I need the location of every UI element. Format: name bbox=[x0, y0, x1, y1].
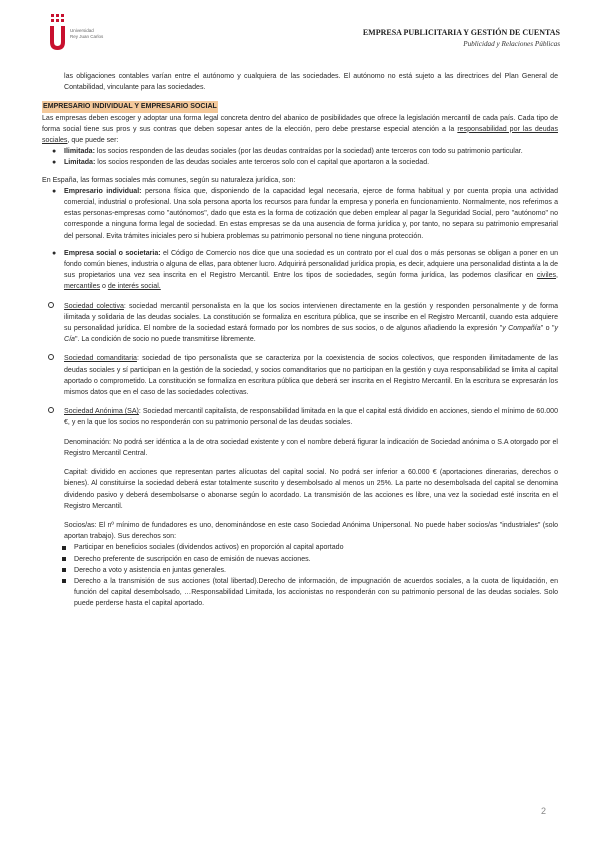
ilimitada-text: los socios responden de las deudas sociales (por las deudas contraídas por la sociedad) ante terceros con todo su patrimonio particular. bbox=[94, 148, 523, 156]
colectiva-text-2: " o " bbox=[540, 325, 555, 333]
list-item-anonima bbox=[42, 406, 558, 428]
list-item-limitada bbox=[42, 157, 558, 168]
paragraph-forms bbox=[42, 113, 558, 147]
section-title: EMPRESARIO INDIVIDUAL Y EMPRESARIO SOCIAL bbox=[42, 101, 218, 112]
square-bullet-icon bbox=[62, 546, 66, 550]
right-item bbox=[42, 565, 558, 576]
paragraph-forms-text: Las empresas deben escoger y adoptar una forma legal concreta dentro del abanico de posibilidades que ofrece la legislación mercantil de cada país. Cada tipo de forma social tiene sus pros y sus contras que deben sopesar antes de la elección, pero debe prestarse especial atención a la bbox=[42, 114, 558, 133]
page-header bbox=[40, 10, 560, 60]
colectiva-text-3: ". La condición de socio no puede transmitirse libremente. bbox=[74, 336, 256, 344]
right-item bbox=[42, 542, 558, 553]
intro-paragraph: las obligaciones contables varían entre el autónomo y cualquiera de las sociedades. El autónomo no está sujeto a las directrices del Plan General de Contabilidad, vinculante para las sociedades. bbox=[64, 73, 558, 92]
social-label: Empresa social o societaria: bbox=[64, 249, 161, 257]
circle-bullet-icon bbox=[48, 302, 54, 308]
comma-sep: , bbox=[556, 272, 558, 280]
bullet-icon: ● bbox=[52, 148, 57, 156]
bullet-icon: ● bbox=[52, 249, 57, 257]
right-text: Derecho preferente de suscripción en caso de emisión de nuevas acciones. bbox=[74, 555, 311, 563]
square-bullet-icon bbox=[62, 579, 66, 583]
right-text: Derecho a voto y asistencia en juntas generales. bbox=[74, 566, 226, 574]
list-item-colectiva bbox=[42, 301, 558, 346]
individual-text: persona física que, disponiendo de la capacidad legal necesaria, ejerce de forma habitual y por cuenta propia una actividad comercial, industrial o profesional. Una sola persona aporta los recursos para fundar la empresa y ponerla en funcionamiento. Normalmente, nos referimos a estas personas-empresas como "autónomos", dado que esta es la forma de cotización que deben emplear al pagar la Seguridad Social, pero "autónomo" no corresponde a ninguna forma legal de sociedad. En estas empresas se da una ausencia de forma jurídica y, por tanto, no separa su patrimonio empresarial del personal. Evita trámites iniciales pero si hubiera problemas su patrimonio personal no tiene ninguna protección. bbox=[64, 187, 558, 240]
anonima-text: : Sociedad mercantil capitalista, de responsabilidad limitada en la que el capital está dividido en acciones, siendo el mínimo de 60.000 €, y en la que los socios no responderán con su patrimonio personal de las deudas sociales. bbox=[64, 408, 558, 427]
right-text: Participar en beneficios sociales (dividendos activos) en proporción al capital aportado bbox=[74, 544, 344, 552]
circle-bullet-icon bbox=[48, 407, 54, 413]
limitada-text: los socios responden de las deudas sociales ante terceros solo con el capital que aportaron a la sociedad. bbox=[95, 159, 430, 167]
socios-paragraph: Socios/as: El nº mínimo de fundadores es uno, denominándose en este caso Sociedad Anónima Unipersonal. No puede haber socios/as "industriales" (solo aportan trabajo). Sus derechos son: bbox=[64, 521, 558, 541]
page-content bbox=[42, 71, 558, 610]
right-text: Derecho a la transmisión de sus acciones (total libertad).Derecho de información, de impugnación de acuerdos sociales, a la cuota de liquidación, en función del capital desembolsado, …Responsabilidad Limitada, los accionistas no responderán con su patrimonio personal de las deudas sociales. Solo puede perderse hasta el capital aportado. bbox=[74, 577, 558, 608]
comanditaria-label: Sociedad comanditaria bbox=[64, 355, 137, 363]
individual-label: Empresario individual: bbox=[64, 187, 142, 195]
ilimitada-label: Ilimitada: bbox=[64, 148, 95, 156]
square-bullet-icon bbox=[62, 568, 66, 572]
list-item-individual bbox=[42, 186, 558, 242]
logo-line-2: Rey Juan Carlos bbox=[70, 34, 104, 39]
responsibility-term: responsabilidad por las deudas sociales bbox=[42, 125, 558, 145]
or-sep: o bbox=[100, 283, 108, 291]
interes-social-term: de interés social. bbox=[107, 283, 161, 291]
paragraph-spain: En España, las formas sociales más comunes, según su naturaleza jurídica, son: bbox=[42, 176, 296, 184]
logo-mark-icon bbox=[48, 14, 68, 54]
civiles-term: civiles bbox=[536, 272, 557, 280]
header-subtitle: Publicidad y Relaciones Públicas bbox=[463, 40, 560, 48]
capital-paragraph: Capital: dividido en acciones que representan partes alícuotas del capital social. No podrá ser inferior a 60.000 € (aportaciones dinerarias, derechos o bienes). Al constituirse la sociedad deberá estar totalmente suscrito y desembolsado al menos un 25%. La parte no desembolsada del capital se denomina dividendo pasivo y deberá desembolsarse o abonarse según lo acordado. La transmisión de las acciones es libre, una vez la sociedad esté inscrita en el Registro Mercantil. bbox=[64, 469, 558, 510]
bullet-icon: ● bbox=[52, 187, 57, 195]
paragraph-forms-end: , que puede ser: bbox=[67, 137, 119, 145]
list-item-social bbox=[42, 248, 558, 293]
bullet-icon: ● bbox=[52, 159, 57, 167]
colectiva-text-1: : sociedad mercantil personalista en la que los socios intervienen directamente en la gestión y responden personalmente y de forma ilimitada y solidaria de las deudas sociales. La constitución se formaliza en escritura pública, que se inscribe en el Registro Mercantil, cuando esta adquiere su personalidad jurídica. El nombre de la sociedad estará formado por los nombres de sus socios, o de algunos añadiendo la expresión " bbox=[64, 302, 558, 333]
denominacion-paragraph: Denominación: No podrá ser idéntica a la de otra sociedad existente y con el nombre deberá figurar la indicación de Sociedad anónima o S.A otorgado por el Registro Mercantil Central. bbox=[64, 438, 558, 457]
header-title: EMPRESA PUBLICITARIA Y GESTIÓN DE CUENTAS bbox=[362, 28, 560, 37]
square-bullet-icon bbox=[62, 557, 66, 561]
page-number: 2 bbox=[540, 806, 546, 816]
limitada-label: Limitada: bbox=[64, 159, 96, 167]
anonima-label: Sociedad Anónima (SA) bbox=[64, 408, 139, 416]
circle-bullet-icon bbox=[48, 354, 54, 360]
social-text: el Código de Comercio nos dice que una sociedad es un contrato por el cual dos o más personas se obligan a poner en un fondo común bienes, industria o alguna de ellas, para obtener lucro. Adquirirá personalidad jurídica propia, es decir, adquiere una personalidad distinta a la de sus propietarios una vez sea inscrita en el Registro Mercantil. Entre los tipos de sociedades, según forma jurídica, las podemos clasificar en bbox=[64, 249, 558, 280]
mercantiles-term: mercantiles bbox=[64, 283, 101, 291]
right-item bbox=[42, 576, 558, 610]
colectiva-label: Sociedad colectiva bbox=[64, 302, 124, 310]
comanditaria-text: : sociedad de tipo personalista que se caracteriza por la coexistencia de socios colectivos, que responden ilimitadamente de las deudas sociales y sí participan en la gestión de la sociedad, y socios comanditarios que no participan en la gestión y cuya responsabilidad se limita al capital aportado o comprometido. La constitución se formaliza en escritura pública que deberá ser inscrita en el Registro Mercantil. En la escritura se expresarán los mismos datos que en el caso de las sociedades colectivas. bbox=[64, 355, 558, 397]
university-logo bbox=[48, 14, 138, 54]
right-item bbox=[42, 554, 558, 565]
logo-line-1: Universidad bbox=[70, 28, 94, 33]
logo-text bbox=[70, 28, 103, 40]
list-item-ilimitada bbox=[42, 146, 558, 157]
colectiva-italic-2: y Cía bbox=[64, 325, 558, 344]
list-item-comanditaria bbox=[42, 353, 558, 398]
colectiva-italic-1: y Compañía bbox=[502, 325, 541, 333]
